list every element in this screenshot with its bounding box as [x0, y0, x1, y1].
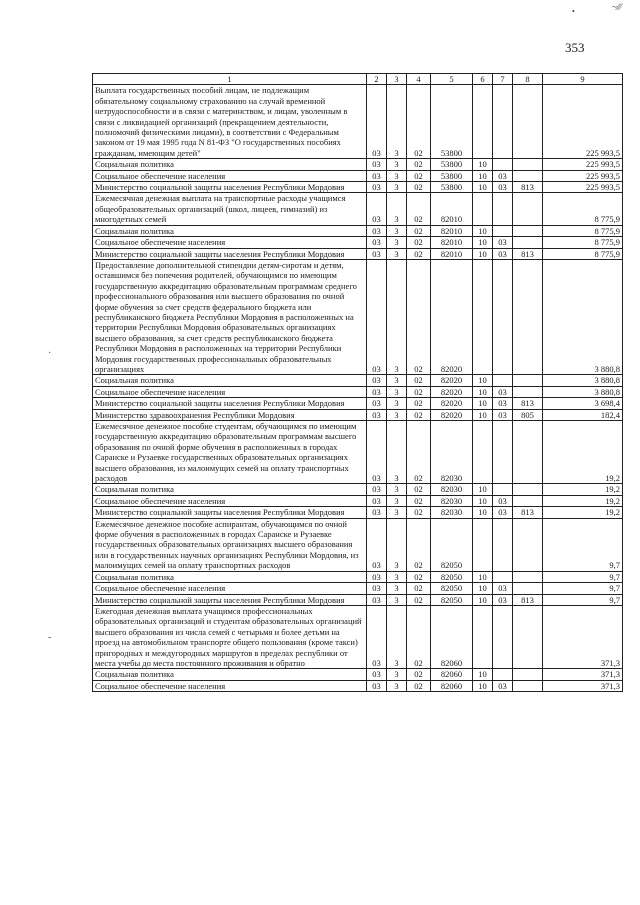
code-col-7-cell [493, 605, 513, 668]
code-col-2-cell: 03 [367, 375, 387, 386]
code-col-3-cell: 3 [387, 182, 407, 193]
code-col-2-cell: 03 [367, 85, 387, 159]
row-name-cell: Ежемесячное денежное пособие аспирантам, обучающимся по очной форме обучения в расположенных в городах Саранске и Рузаевке государственных образовательных организациях высшего образования или в государственных научных организациях Республики Мордовия, из малоимущих семей на оплату транспортных расходов [93, 518, 367, 571]
table-row [93, 594, 623, 605]
row-name-cell: Предоставление дополнительной стипендии детям-сиротам и детям, оставшимся без попечения родителей, обучающимся по имеющим государственную аккредитацию образовательным программам среднего профессионального образования или высшего образования по очной форме обучения за счет средств федерального бюджета или республиканского бюджета Республики Мордовия в расположенных на территории Республики Мордовия образовательных организациях высшего образования, за счет средств республиканского бюджета Республики Мордовия в расположенных на территории Республики Мордовия государственных профессиональных образовательных организациях [93, 259, 367, 374]
table-row [93, 248, 623, 259]
table-row [93, 375, 623, 386]
table-row [93, 85, 623, 159]
code-col-5-cell: 82030 [431, 421, 473, 484]
row-name-cell: Социальное обеспечение населения [93, 237, 367, 248]
code-col-4-cell: 02 [407, 159, 431, 170]
code-col-5-cell: 53800 [431, 170, 473, 181]
code-col-3-cell: 3 [387, 237, 407, 248]
code-col-4-cell: 02 [407, 583, 431, 594]
code-col-7-cell: 03 [493, 182, 513, 193]
table-row [93, 495, 623, 506]
amount-cell: 371,3 [543, 669, 623, 680]
code-col-2-cell: 03 [367, 170, 387, 181]
code-col-2-cell: 03 [367, 495, 387, 506]
code-col-6-cell: 10 [473, 375, 493, 386]
column-header-6: 6 [473, 74, 493, 85]
code-col-6-cell [473, 193, 493, 225]
code-col-8-cell: 813 [513, 507, 543, 518]
code-col-7-cell: 03 [493, 507, 513, 518]
code-col-2-cell: 03 [367, 605, 387, 668]
code-col-8-cell [513, 583, 543, 594]
column-header-4: 4 [407, 74, 431, 85]
code-col-2-cell: 03 [367, 193, 387, 225]
row-name-cell: Социальная политика [93, 159, 367, 170]
code-col-5-cell: 82010 [431, 237, 473, 248]
column-header-5: 5 [431, 74, 473, 85]
code-col-5-cell: 82010 [431, 193, 473, 225]
code-col-5-cell: 82050 [431, 594, 473, 605]
amount-cell: 3 880,8 [543, 375, 623, 386]
column-header-3: 3 [387, 74, 407, 85]
code-col-2-cell: 03 [367, 680, 387, 691]
code-col-5-cell: 53800 [431, 182, 473, 193]
table-row [93, 386, 623, 397]
code-col-5-cell: 82010 [431, 225, 473, 236]
amount-cell: 8 775,9 [543, 248, 623, 259]
code-col-4-cell: 02 [407, 170, 431, 181]
code-col-3-cell: 3 [387, 518, 407, 571]
amount-cell: 371,3 [543, 680, 623, 691]
code-col-7-cell [493, 669, 513, 680]
table-row [93, 170, 623, 181]
code-col-6-cell: 10 [473, 182, 493, 193]
code-col-8-cell [513, 85, 543, 159]
table-row [93, 225, 623, 236]
code-col-6-cell: 10 [473, 386, 493, 397]
code-col-6-cell: 10 [473, 237, 493, 248]
code-col-5-cell: 82010 [431, 248, 473, 259]
code-col-7-cell [493, 375, 513, 386]
row-name-cell: Министерство социальной защиты населения Республики Мордовия [93, 594, 367, 605]
table-header-row [93, 74, 623, 85]
code-col-8-cell [513, 605, 543, 668]
table-row [93, 421, 623, 484]
code-col-6-cell: 10 [473, 495, 493, 506]
code-col-6-cell: 10 [473, 159, 493, 170]
code-col-5-cell: 82030 [431, 495, 473, 506]
code-col-8-cell [513, 669, 543, 680]
code-col-7-cell: 03 [493, 398, 513, 409]
code-col-8-cell [513, 386, 543, 397]
amount-cell: 9,7 [543, 518, 623, 571]
table-row [93, 605, 623, 668]
code-col-7-cell: 03 [493, 594, 513, 605]
table-row [93, 507, 623, 518]
code-col-7-cell: 03 [493, 386, 513, 397]
code-col-6-cell: 10 [473, 398, 493, 409]
table-body [93, 85, 623, 692]
code-col-6-cell: 10 [473, 507, 493, 518]
margin-tick-mark: - [48, 632, 52, 643]
code-col-2-cell: 03 [367, 398, 387, 409]
code-col-2-cell: 03 [367, 159, 387, 170]
code-col-4-cell: 02 [407, 193, 431, 225]
column-header-8: 8 [513, 74, 543, 85]
code-col-7-cell [493, 571, 513, 582]
code-col-4-cell: 02 [407, 182, 431, 193]
code-col-6-cell: 10 [473, 409, 493, 420]
code-col-6-cell: 10 [473, 571, 493, 582]
code-col-4-cell: 02 [407, 398, 431, 409]
table-row [93, 484, 623, 495]
code-col-4-cell: 02 [407, 248, 431, 259]
row-name-cell: Министерство социальной защиты населения Республики Мордовия [93, 507, 367, 518]
code-col-8-cell: 813 [513, 182, 543, 193]
column-header-2: 2 [367, 74, 387, 85]
table-row [93, 518, 623, 571]
code-col-5-cell: 53800 [431, 85, 473, 159]
code-col-5-cell: 53800 [431, 159, 473, 170]
table-row [93, 669, 623, 680]
code-col-7-cell: 03 [493, 495, 513, 506]
code-col-3-cell: 3 [387, 398, 407, 409]
code-col-5-cell: 82060 [431, 680, 473, 691]
code-col-5-cell: 82050 [431, 583, 473, 594]
table-row [93, 398, 623, 409]
amount-cell: 3 880,8 [543, 386, 623, 397]
code-col-4-cell: 02 [407, 421, 431, 484]
code-col-3-cell: 3 [387, 507, 407, 518]
code-col-8-cell [513, 225, 543, 236]
row-name-cell: Социальное обеспечение населения [93, 386, 367, 397]
code-col-2-cell: 03 [367, 237, 387, 248]
code-col-7-cell [493, 193, 513, 225]
code-col-6-cell [473, 605, 493, 668]
row-name-cell: Социальная политика [93, 669, 367, 680]
code-col-8-cell [513, 495, 543, 506]
code-col-5-cell: 82030 [431, 484, 473, 495]
code-col-5-cell: 82060 [431, 605, 473, 668]
code-col-7-cell [493, 484, 513, 495]
code-col-6-cell: 10 [473, 669, 493, 680]
table-row [93, 571, 623, 582]
amount-cell: 8 775,9 [543, 225, 623, 236]
row-name-cell: Социальная политика [93, 375, 367, 386]
code-col-4-cell: 02 [407, 669, 431, 680]
corner-scan-mark: ~⁄⁄⁄ [612, 2, 622, 12]
code-col-8-cell [513, 237, 543, 248]
code-col-5-cell: 82020 [431, 398, 473, 409]
code-col-8-cell: 813 [513, 248, 543, 259]
column-header-1: 1 [93, 74, 367, 85]
table-row [93, 159, 623, 170]
code-col-2-cell: 03 [367, 594, 387, 605]
amount-cell: 3 698,4 [543, 398, 623, 409]
code-col-8-cell [513, 484, 543, 495]
amount-cell: 19,2 [543, 484, 623, 495]
row-name-cell: Социальная политика [93, 484, 367, 495]
code-col-4-cell: 02 [407, 259, 431, 374]
code-col-8-cell: 813 [513, 594, 543, 605]
corner-dot: • [572, 7, 575, 16]
code-col-7-cell [493, 259, 513, 374]
amount-cell: 225 993,5 [543, 159, 623, 170]
code-col-6-cell: 10 [473, 594, 493, 605]
code-col-6-cell [473, 259, 493, 374]
code-col-4-cell: 02 [407, 680, 431, 691]
row-name-cell: Социальное обеспечение населения [93, 583, 367, 594]
code-col-3-cell: 3 [387, 193, 407, 225]
code-col-5-cell: 82060 [431, 669, 473, 680]
code-col-7-cell [493, 518, 513, 571]
row-name-cell: Министерство социальной защиты населения Республики Мордовия [93, 248, 367, 259]
table-row [93, 409, 623, 420]
code-col-2-cell: 03 [367, 409, 387, 420]
code-col-5-cell: 82030 [431, 507, 473, 518]
code-col-4-cell: 02 [407, 484, 431, 495]
code-col-7-cell [493, 85, 513, 159]
amount-cell: 19,2 [543, 507, 623, 518]
code-col-3-cell: 3 [387, 159, 407, 170]
amount-cell: 371,3 [543, 605, 623, 668]
amount-cell: 3 880,8 [543, 259, 623, 374]
code-col-3-cell: 3 [387, 409, 407, 420]
code-col-4-cell: 02 [407, 518, 431, 571]
column-header-9: 9 [543, 74, 623, 85]
code-col-2-cell: 03 [367, 259, 387, 374]
code-col-3-cell: 3 [387, 170, 407, 181]
code-col-6-cell: 10 [473, 680, 493, 691]
code-col-6-cell: 10 [473, 248, 493, 259]
row-name-cell: Ежемесячное денежное пособие студентам, обучающимся по имеющим государственную аккредитацию образовательным программам высшего образования по очной форме обучения в расположенных в городах Саранске и Рузаевке государственных образовательных организациях высшего образования, из малоимущих семей на оплату транспортных расходов [93, 421, 367, 484]
code-col-8-cell [513, 159, 543, 170]
code-col-4-cell: 02 [407, 386, 431, 397]
amount-cell: 9,7 [543, 571, 623, 582]
code-col-8-cell [513, 170, 543, 181]
code-col-3-cell: 3 [387, 680, 407, 691]
code-col-4-cell: 02 [407, 375, 431, 386]
row-name-cell: Выплата государственных пособий лицам, не подлежащим обязательному социальному страхованию на случай временной нетрудоспособности и в связи с материнством, и лицам, уволенным в связи с ликвидацией организаций (прекращением деятельности, полномочий физическими лицами), в соответствии с Федеральным законом от 19 мая 1995 года N 81-ФЗ "О государственных пособиях гражданам, имеющим детей" [93, 85, 367, 159]
code-col-8-cell [513, 259, 543, 374]
code-col-6-cell: 10 [473, 583, 493, 594]
code-col-5-cell: 82050 [431, 518, 473, 571]
code-col-7-cell: 03 [493, 409, 513, 420]
code-col-7-cell: 03 [493, 170, 513, 181]
code-col-4-cell: 02 [407, 409, 431, 420]
code-col-3-cell: 3 [387, 375, 407, 386]
code-col-8-cell [513, 193, 543, 225]
code-col-8-cell [513, 571, 543, 582]
code-col-2-cell: 03 [367, 182, 387, 193]
code-col-2-cell: 03 [367, 484, 387, 495]
code-col-8-cell: 813 [513, 398, 543, 409]
code-col-4-cell: 02 [407, 605, 431, 668]
code-col-7-cell [493, 421, 513, 484]
table-row [93, 583, 623, 594]
row-name-cell: Социальная политика [93, 225, 367, 236]
code-col-3-cell: 3 [387, 259, 407, 374]
code-col-8-cell [513, 518, 543, 571]
table-row [93, 680, 623, 691]
column-header-7: 7 [493, 74, 513, 85]
code-col-7-cell [493, 225, 513, 236]
table-row [93, 259, 623, 374]
code-col-3-cell: 3 [387, 484, 407, 495]
code-col-7-cell: 03 [493, 237, 513, 248]
row-name-cell: Министерство социальной защиты населения Республики Мордовия [93, 182, 367, 193]
code-col-2-cell: 03 [367, 248, 387, 259]
code-col-3-cell: 3 [387, 386, 407, 397]
code-col-6-cell: 10 [473, 170, 493, 181]
code-col-5-cell: 82020 [431, 386, 473, 397]
code-col-4-cell: 02 [407, 594, 431, 605]
amount-cell: 9,7 [543, 583, 623, 594]
code-col-3-cell: 3 [387, 669, 407, 680]
code-col-7-cell: 03 [493, 248, 513, 259]
code-col-2-cell: 03 [367, 225, 387, 236]
code-col-3-cell: 3 [387, 571, 407, 582]
code-col-5-cell: 82050 [431, 571, 473, 582]
row-name-cell: Ежемесячная денежная выплата на транспортные расходы учащимся общеобразовательных организаций (школ, лицеев, гимназий) из многодетных семей [93, 193, 367, 225]
amount-cell: 9,7 [543, 594, 623, 605]
code-col-5-cell: 82020 [431, 409, 473, 420]
code-col-5-cell: 82020 [431, 259, 473, 374]
amount-cell: 225 993,5 [543, 170, 623, 181]
code-col-3-cell: 3 [387, 495, 407, 506]
code-col-4-cell: 02 [407, 495, 431, 506]
code-col-7-cell: 03 [493, 583, 513, 594]
code-col-4-cell: 02 [407, 507, 431, 518]
amount-cell: 8 775,9 [543, 193, 623, 225]
margin-tick-mark: · [48, 348, 52, 359]
code-col-7-cell [493, 159, 513, 170]
code-col-4-cell: 02 [407, 85, 431, 159]
code-col-3-cell: 3 [387, 248, 407, 259]
code-col-8-cell [513, 680, 543, 691]
code-col-2-cell: 03 [367, 386, 387, 397]
table-row [93, 237, 623, 248]
code-col-8-cell [513, 375, 543, 386]
row-name-cell: Социальное обеспечение населения [93, 170, 367, 181]
code-col-6-cell [473, 518, 493, 571]
code-col-2-cell: 03 [367, 583, 387, 594]
row-name-cell: Социальное обеспечение населения [93, 495, 367, 506]
table-row [93, 182, 623, 193]
amount-cell: 19,2 [543, 495, 623, 506]
code-col-3-cell: 3 [387, 605, 407, 668]
code-col-4-cell: 02 [407, 571, 431, 582]
code-col-3-cell: 3 [387, 583, 407, 594]
code-col-8-cell [513, 421, 543, 484]
code-col-8-cell: 805 [513, 409, 543, 420]
code-col-2-cell: 03 [367, 518, 387, 571]
code-col-3-cell: 3 [387, 594, 407, 605]
code-col-4-cell: 02 [407, 225, 431, 236]
code-col-2-cell: 03 [367, 421, 387, 484]
table-row [93, 193, 623, 225]
code-col-3-cell: 3 [387, 421, 407, 484]
row-name-cell: Министерство социальной защиты населения Республики Мордовия [93, 398, 367, 409]
code-col-4-cell: 02 [407, 237, 431, 248]
code-col-6-cell: 10 [473, 484, 493, 495]
budget-table [92, 73, 623, 692]
amount-cell: 225 993,5 [543, 85, 623, 159]
code-col-2-cell: 03 [367, 571, 387, 582]
amount-cell: 8 775,9 [543, 237, 623, 248]
page-number: 353 [565, 40, 585, 55]
code-col-6-cell [473, 421, 493, 484]
code-col-6-cell: 10 [473, 225, 493, 236]
row-name-cell: Министерство здравоохранения Республики Мордовия [93, 409, 367, 420]
amount-cell: 225 993,5 [543, 182, 623, 193]
row-name-cell: Ежегодная денежная выплата учащимся профессиональных образовательных организаций и студентам образовательных организаций высшего образования из числа семей с четырьмя и более детьми на проезд на автомобильном транспорте общего пользования (кроме такси) пригородных и междугородных маршрутов в пределах республики от места учебы до места постоянного проживания и обратно [93, 605, 367, 668]
code-col-3-cell: 3 [387, 225, 407, 236]
code-col-3-cell: 3 [387, 85, 407, 159]
amount-cell: 19,2 [543, 421, 623, 484]
row-name-cell: Социальная политика [93, 571, 367, 582]
code-col-6-cell [473, 85, 493, 159]
code-col-2-cell: 03 [367, 669, 387, 680]
row-name-cell: Социальное обеспечение населения [93, 680, 367, 691]
code-col-2-cell: 03 [367, 507, 387, 518]
code-col-5-cell: 82020 [431, 375, 473, 386]
code-col-7-cell: 03 [493, 680, 513, 691]
amount-cell: 182,4 [543, 409, 623, 420]
